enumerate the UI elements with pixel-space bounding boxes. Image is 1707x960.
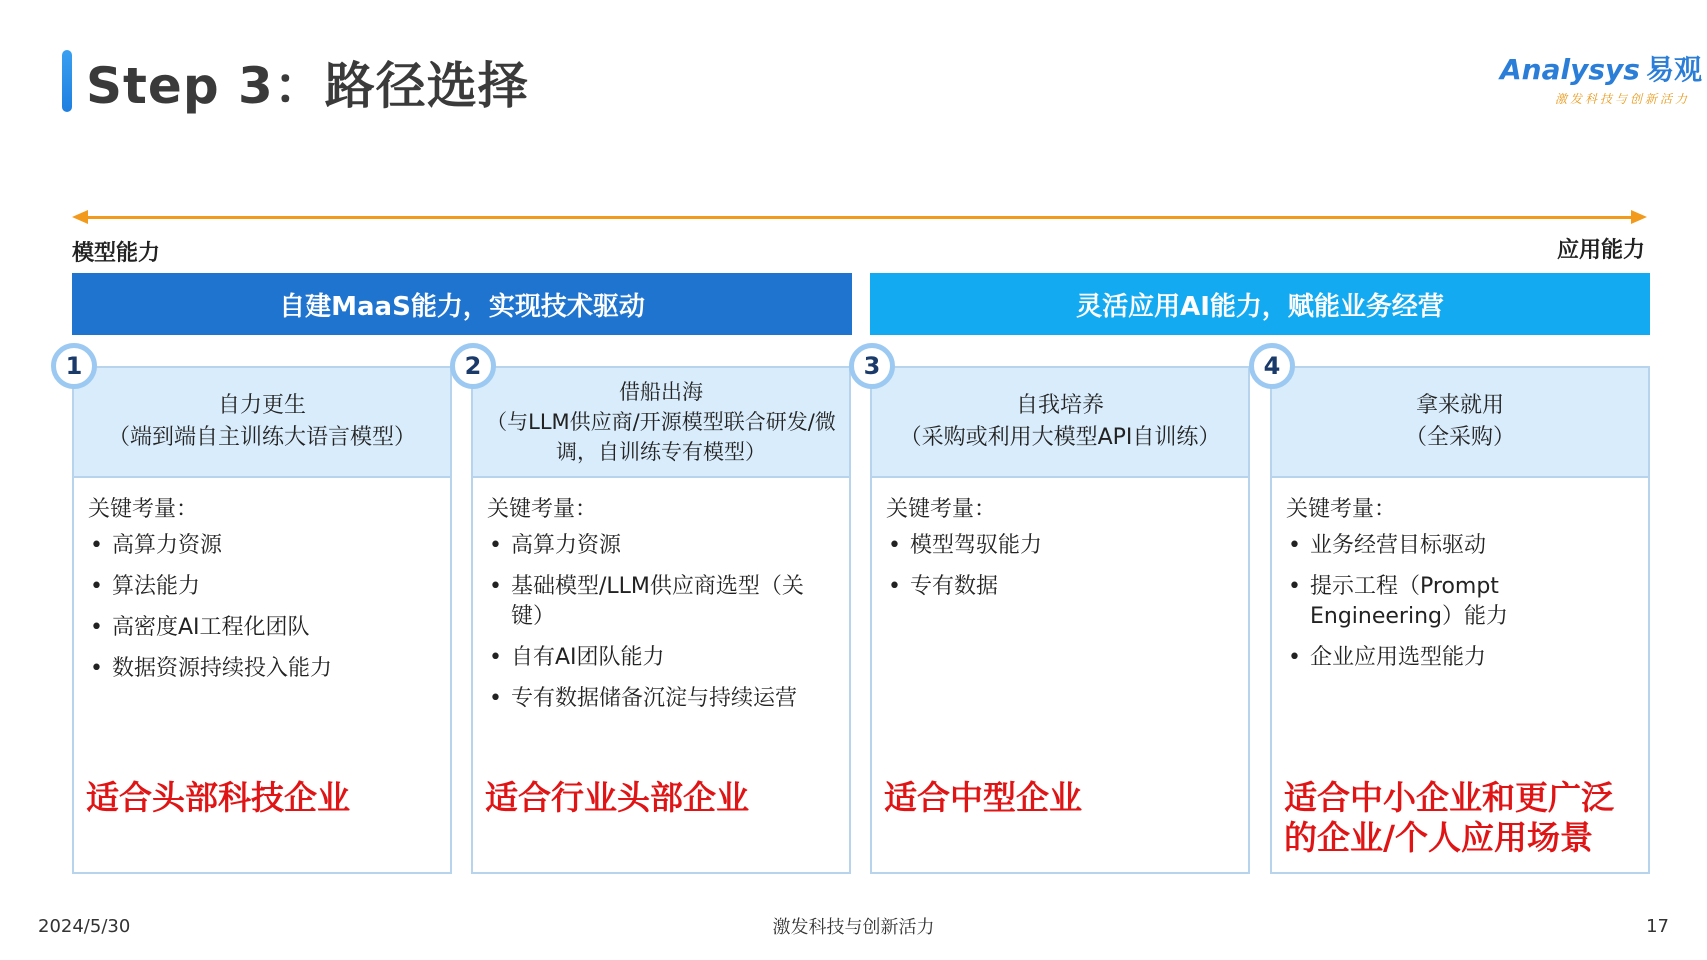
fit-statement: 适合头部科技企业 <box>86 778 350 817</box>
card-title: 自我培养 <box>1015 393 1104 418</box>
card-subtitle: （与LLM供应商/开源模型联合研发/微调，自训练专有模型） <box>486 410 836 464</box>
card-subtitle: （全采购） <box>1404 425 1515 450</box>
list-item: • 模型驾驭能力 <box>886 531 1234 561</box>
fit-statement: 适合中型企业 <box>884 778 1082 817</box>
list-item: • 高密度AI工程化团队 <box>88 613 436 643</box>
brand-logo <box>1500 48 1702 107</box>
card-body <box>872 478 1248 602</box>
axis-left-label: 模型能力 <box>72 241 161 266</box>
axis-line <box>84 216 1635 219</box>
fit-statement: 适合行业头部企业 <box>485 778 749 817</box>
fit-statement: 适合中小企业和更广泛的企业/个人应用场景 <box>1284 778 1614 857</box>
list-item: • 专有数据储备沉淀与持续运营 <box>487 684 835 714</box>
step-number-badge: 1 <box>51 343 97 389</box>
list-item: • 自有AI团队能力 <box>487 643 835 673</box>
list-item: • 提示工程（Prompt Engineering）能力 <box>1286 572 1634 632</box>
page-title: Step 3：路径选择 <box>86 57 529 115</box>
card-body <box>74 478 450 684</box>
bullet-list <box>487 531 835 714</box>
path-card-1 <box>72 366 452 874</box>
list-item: • 企业应用选型能力 <box>1286 643 1634 673</box>
list-item: • 高算力资源 <box>88 531 436 561</box>
list-item: • 算法能力 <box>88 572 436 602</box>
step-number-badge: 4 <box>1249 343 1295 389</box>
logo-tagline: 激发科技与创新活力 <box>1554 92 1690 106</box>
path-card-4 <box>1270 366 1650 874</box>
group-header-maas: 自建MaaS能力，实现技术驱动 <box>72 273 852 335</box>
path-card-3 <box>870 366 1250 874</box>
title-accent-bar <box>62 50 72 112</box>
bullet-list <box>886 531 1234 602</box>
key-considerations-label: 关键考量： <box>886 497 997 522</box>
card-body <box>473 478 849 714</box>
key-considerations-label: 关键考量： <box>1286 497 1397 522</box>
group-header-ai-application: 灵活应用AI能力，赋能业务经营 <box>870 273 1650 335</box>
bullet-list <box>1286 531 1634 673</box>
key-considerations-label: 关键考量： <box>487 497 598 522</box>
list-item: • 高算力资源 <box>487 531 835 561</box>
capability-axis <box>72 210 1647 224</box>
card-subtitle: （端到端自主训练大语言模型） <box>107 425 416 450</box>
card-title: 自力更生 <box>217 393 306 418</box>
key-considerations-label: 关键考量： <box>88 497 199 522</box>
card-header <box>872 368 1248 478</box>
bullet-list <box>88 531 436 684</box>
card-header <box>1272 368 1648 478</box>
list-item: • 专有数据 <box>886 572 1234 602</box>
page-number: 17 <box>1646 916 1669 937</box>
list-item: • 数据资源持续投入能力 <box>88 654 436 684</box>
card-body <box>1272 478 1648 673</box>
card-title: 借船出海 <box>619 380 703 404</box>
card-header <box>74 368 450 478</box>
footer-tagline: 激发科技与创新活力 <box>772 917 935 938</box>
step-number-badge: 2 <box>450 343 496 389</box>
logo-cn: 易观 <box>1645 53 1702 86</box>
arrow-right-icon <box>1631 210 1647 224</box>
footer-date: 2024/5/30 <box>38 916 131 937</box>
card-subtitle: （采购或利用大模型API自训练） <box>899 425 1221 450</box>
card-title: 拿来就用 <box>1415 393 1504 418</box>
path-card-2 <box>471 366 851 874</box>
step-number-badge: 3 <box>849 343 895 389</box>
list-item: • 基础模型/LLM供应商选型（关键） <box>487 572 835 632</box>
card-header <box>473 368 849 478</box>
list-item: • 业务经营目标驱动 <box>1286 531 1634 561</box>
logo-text: Analysys <box>1500 53 1640 86</box>
axis-right-label: 应用能力 <box>1556 238 1645 263</box>
